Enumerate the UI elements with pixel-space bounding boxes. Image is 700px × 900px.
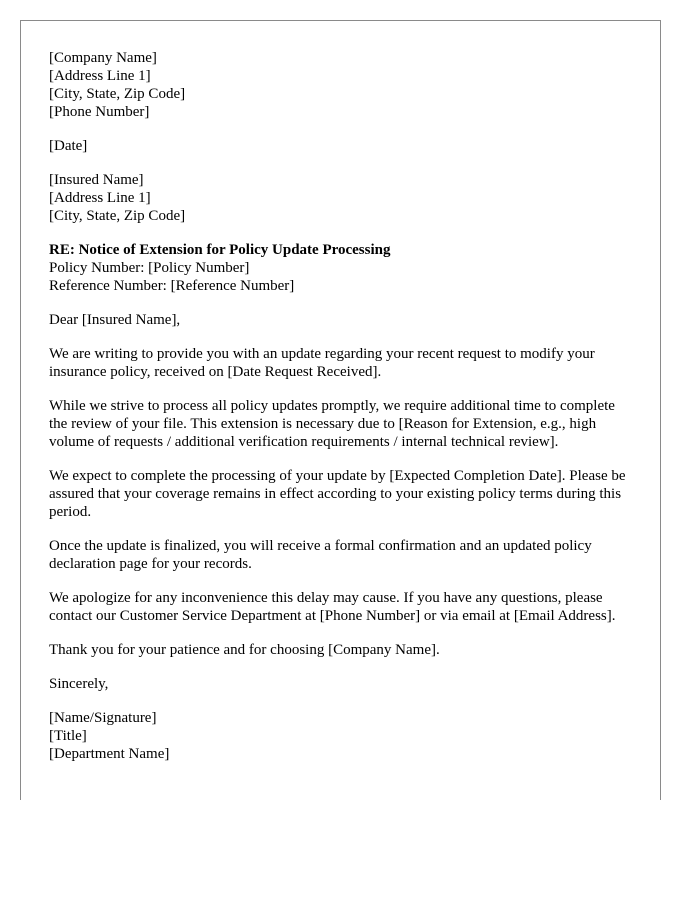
recipient-name: [Insured Name] xyxy=(49,172,144,188)
recipient-address-line-1: [Address Line 1] xyxy=(49,190,151,206)
salutation: Dear [Insured Name], xyxy=(49,312,181,328)
body-paragraph-1: We are writing to provide you with an update regarding your recent request to modify your insurance policy, received on [Date Request Received]. xyxy=(49,346,595,380)
closing: Sincerely, xyxy=(49,676,109,692)
sender-address-block xyxy=(49,49,632,121)
body-paragraph-2: While we strive to process all policy updates promptly, we require additional time to complete the review of your file. This extension is necessary due to [Reason for Extension, e.g., high volume of requests / additional verification requirements / internal technical review]. xyxy=(49,398,615,450)
subject-title: RE: Notice of Extension for Policy Update Processing xyxy=(49,242,391,258)
recipient-address-block xyxy=(49,171,632,225)
signature-title: [Title] xyxy=(49,728,87,744)
body-paragraph-4: Once the update is finalized, you will receive a formal confirmation and an updated policy declaration page for your records. xyxy=(49,538,592,572)
reference-number: Reference Number: [Reference Number] xyxy=(49,278,295,294)
sender-city-state-zip: [City, State, Zip Code] xyxy=(49,86,186,102)
sender-phone-number: [Phone Number] xyxy=(49,104,150,120)
letter-page xyxy=(20,20,661,800)
body-paragraph-6: Thank you for your patience and for choosing [Company Name]. xyxy=(49,642,440,658)
letter-date: [Date] xyxy=(49,138,88,154)
body-paragraph-5: We apologize for any inconvenience this delay may cause. If you have any questions, please contact our Customer Service Department at [Phone Number] or via email at [Email Address]. xyxy=(49,590,616,624)
signature-block xyxy=(49,709,632,763)
signature-name: [Name/Signature] xyxy=(49,710,157,726)
subject-block xyxy=(49,241,632,295)
policy-number: Policy Number: [Policy Number] xyxy=(49,260,250,276)
signature-department: [Department Name] xyxy=(49,746,170,762)
recipient-city-state-zip: [City, State, Zip Code] xyxy=(49,208,186,224)
sender-company-name: [Company Name] xyxy=(49,50,157,66)
body-paragraph-3: We expect to complete the processing of your update by [Expected Completion Date]. Please be assured that your coverage remains in effect according to your existing policy terms during this period. xyxy=(49,468,626,520)
sender-address-line-1: [Address Line 1] xyxy=(49,68,151,84)
date-block xyxy=(49,137,632,155)
